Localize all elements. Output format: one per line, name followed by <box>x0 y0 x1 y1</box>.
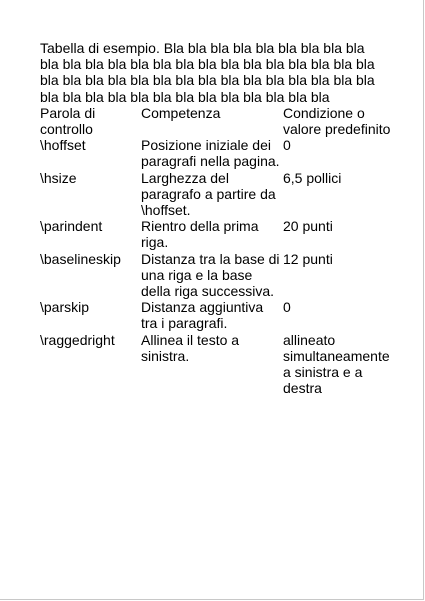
header-competence: Competenza <box>141 104 221 121</box>
row-parskip-competence: Distanza aggiuntiva tra i paragrafi. <box>141 299 264 332</box>
page-content <box>40 40 390 396</box>
row-hoffset-value: 0 <box>283 137 291 154</box>
row-hsize-competence: Larghezza del paragrafo a partire da \hoffset. <box>141 169 276 219</box>
row-baselineskip-competence: Distanza tra la base di una riga e la base della riga successiva. <box>141 250 280 300</box>
row-parskip-control: \parskip <box>40 299 90 316</box>
example-table <box>40 105 390 397</box>
row-raggedright-control: \raggedright <box>40 331 115 348</box>
row-baselineskip-value: 12 punti <box>283 250 333 267</box>
row-baselineskip-control: \baselineskip <box>40 250 121 267</box>
row-parindent-competence: Rientro della prima riga. <box>141 218 259 251</box>
row-parindent-value: 20 punti <box>283 218 333 235</box>
row-hoffset-control: \hoffset <box>40 137 86 154</box>
table-caption: Tabella di esempio. Bla bla bla bla bla bla bla bla bla bla bla bla bla bla bla bla bla bla bla bla bla bla bla bla bla bla bla bla bla bla bla bla bla bla bla bla bla bla bla bla bla bla bla bla bla bla bla bla bla bla bla bla <box>40 40 375 105</box>
row-parskip-value: 0 <box>283 299 291 316</box>
row-raggedright-value: allineato simultaneamente a sinistra e a destra <box>283 331 390 397</box>
row-hoffset-competence: Posizione iniziale dei paragrafi nella pagina. <box>141 137 280 170</box>
header-control-word: Parola di controllo <box>40 104 96 138</box>
row-raggedright-competence: Allinea il testo a sinistra. <box>141 331 240 364</box>
row-hsize-control: \hsize <box>40 169 77 186</box>
row-hsize-value: 6,5 pollici <box>283 169 342 186</box>
row-parindent-control: \parindent <box>40 218 103 235</box>
header-default-value: Condizione o valore predefinito <box>283 104 391 138</box>
